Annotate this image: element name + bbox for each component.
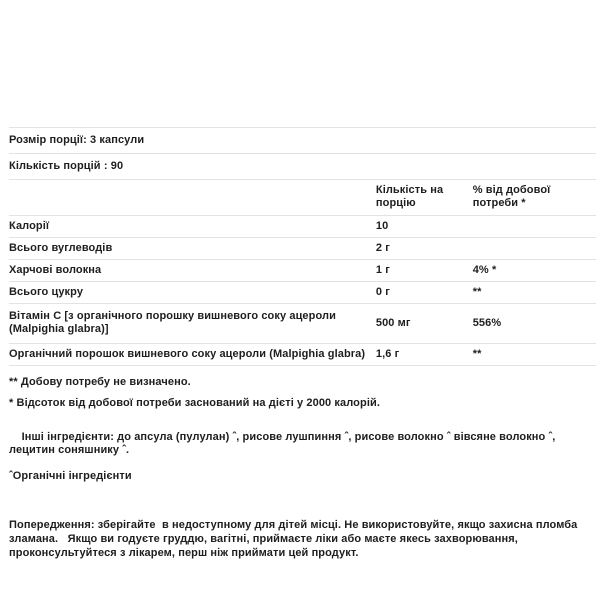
table-row-total-sugar (9, 282, 596, 304)
nutrient-amount: 500 мг (376, 304, 473, 344)
nutrient-label: Калорії (9, 216, 376, 238)
other-ingredients-block (9, 418, 596, 509)
empty-header-cell (9, 180, 376, 216)
nutrient-dv (473, 238, 596, 260)
nutrient-dv (473, 216, 596, 238)
warning-text: Попередження: зберігайте в недоступному для дітей місці. Не використовуйте, якщо захисна пломба зламана. Якщо ви годуєте груддю, вагітні, приймаєте ліки або маєте якесь захворювання, проконсультуйтеся з лікарем, перш ніж приймати цей продукт. (9, 519, 581, 559)
table-row-acerola-powder (9, 344, 596, 366)
table-row-total-carbs (9, 238, 596, 260)
nutrient-dv: ** (473, 282, 596, 304)
servings-per-container-text: Кількість порцій : 90 (9, 154, 596, 180)
other-ingredients-text: Інші інгредієнти: до апсула (пулулан) ˆ, рисове лушпиння ˆ, рисове волокно ˆ вівсяне волокно ˆ, лецитин соняшнику ˆ. (9, 431, 559, 456)
nutrient-label: Харчові волокна (9, 260, 376, 282)
footnotes-section (9, 376, 596, 560)
supplement-facts-table (9, 127, 596, 366)
daily-value-header: % від добової потреби * (473, 180, 596, 216)
nutrient-label: Вітамін C [з органічного порошку вишневого соку ацероли (Malpighia glabra)] (9, 304, 376, 344)
nutrient-amount: 1,6 г (376, 344, 473, 366)
amount-per-serving-header: Кількість на порцію (376, 180, 473, 216)
serving-size-text: Розмір порції: 3 капсули (9, 128, 596, 154)
nutrient-dv: ** (473, 344, 596, 366)
nutrient-amount: 0 г (376, 282, 473, 304)
servings-per-container-row (9, 154, 596, 180)
nutrient-label: Органічний порошок вишневого соку ацероли (Malpighia glabra) (9, 344, 376, 366)
nutrient-amount: 2 г (376, 238, 473, 260)
nutrient-amount: 10 (376, 216, 473, 238)
table-row-calories (9, 216, 596, 238)
table-row-vitamin-c (9, 304, 596, 344)
table-row-dietary-fiber (9, 260, 596, 282)
organic-ingredients-note: ˆОрганічні інгредієнти (9, 470, 132, 482)
nutrient-label: Всього вуглеводів (9, 238, 376, 260)
nutrient-dv: 4% * (473, 260, 596, 282)
footnote-percent-dv-basis: * Відсоток від добової потреби заснований на дієті у 2000 калорій. (9, 397, 380, 409)
nutrient-dv: 556% (473, 304, 596, 344)
nutrient-label: Всього цукру (9, 282, 376, 304)
footnote-dv-not-established: ** Добову потребу не визначено. (9, 376, 191, 388)
nutrient-amount: 1 г (376, 260, 473, 282)
column-header-row (9, 180, 596, 216)
serving-size-row (9, 128, 596, 154)
